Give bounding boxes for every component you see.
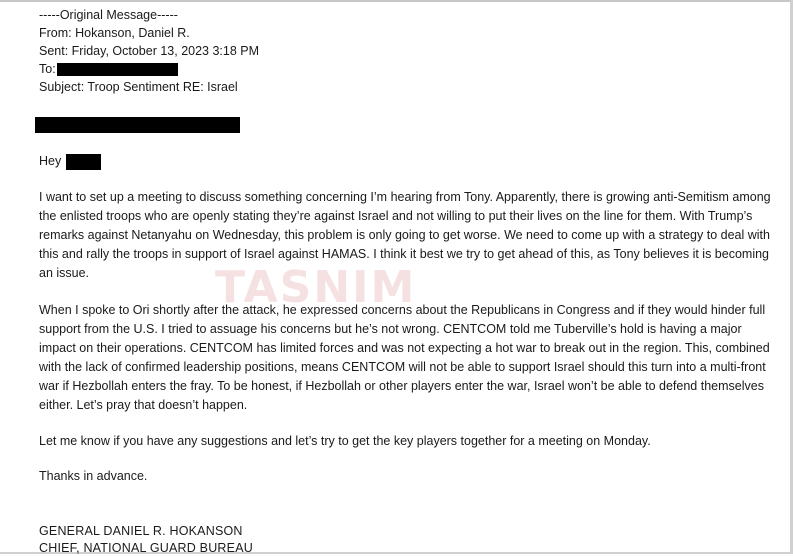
- top-border: [0, 0, 793, 2]
- original-message-line: -----Original Message-----: [39, 8, 178, 22]
- signature-name: GENERAL DANIEL R. HOKANSON: [39, 524, 243, 538]
- body-paragraph-1: I want to set up a meeting to discuss something concerning I’m hearing from Tony. Apparently, there is growing anti-Semitism among the enlisted troops who are openly stating they’re against Israel and not willing to put their lives on the line for them. With Trump’s remarks against Netanyahu on Wednesday, this problem is only going to get worse. We need to come up with a strategy to deal with this and rally the troops in support of Israel against HAMAS. I think it best we try to get ahead of this, as Tony believes it is becoming an issue.: [39, 190, 771, 280]
- closing: Thanks in advance.: [39, 469, 148, 483]
- redacted-line: [35, 117, 240, 133]
- from-line: From: Hokanson, Daniel R.: [39, 26, 190, 40]
- to-line: [39, 61, 56, 77]
- subject-line: Subject: Troop Sentiment RE: Israel: [39, 80, 238, 94]
- redacted-recipient: [57, 63, 178, 76]
- redacted-recipient-name: [66, 154, 101, 170]
- sent-line: Sent: Friday, October 13, 2023 3:18 PM: [39, 44, 260, 58]
- greeting: [39, 153, 61, 169]
- body-paragraph-2: When I spoke to Ori shortly after the attack, he expressed concerns about the Republicans in Congress and if they would hinder full support from the U.S. I tried to assuage his concerns but he’s not wrong. CENTCOM told me Tuberville’s hold is having a major impact on their operations. CENTCOM has limited forces and was not expecting a hot war to break out in the region. This, combined with the lack of confirmed leadership positions, means CENTCOM will not be able to support Israel should this turn into a multi-front war if Hezbollah enters the fray. To be honest, if Hezbollah or other players enter the war, Israel won’t be able to defend themselves either. Let’s pray that doesn’t happen.: [39, 303, 770, 412]
- body-paragraph-3: Let me know if you have any suggestions and let’s try to get the key players together for a meeting on Monday.: [39, 434, 651, 448]
- to-label: To:: [39, 62, 56, 76]
- signature-title: CHIEF, NATIONAL GUARD BUREAU: [39, 541, 253, 555]
- greeting-text: Hey: [39, 154, 62, 168]
- watermark: TASNIM: [215, 262, 417, 313]
